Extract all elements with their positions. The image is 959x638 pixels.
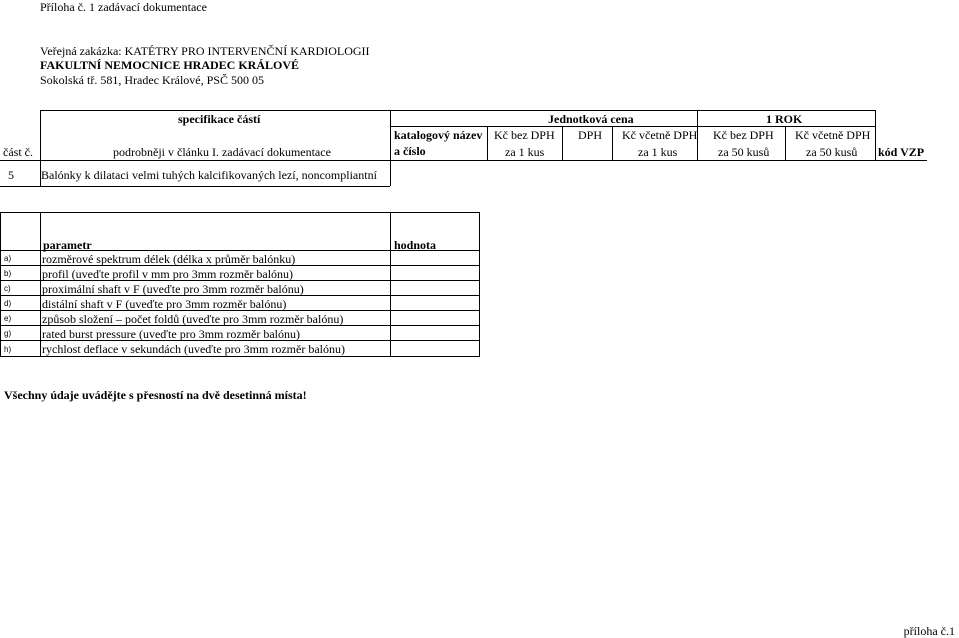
param-letter: e) (4, 314, 12, 323)
param-text: proximální shaft v F (uveďte pro 3mm rozměr balónu) (42, 282, 304, 296)
param-header: parametr (43, 238, 92, 252)
vat-header: DPH (578, 128, 603, 142)
param-text: rated burst pressure (uveďte pro 3mm rozměr balónu) (42, 327, 301, 341)
value-header: hodnota (394, 238, 437, 252)
row-number: 5 (8, 168, 14, 182)
param-text: způsob složení – počet foldů (uveďte pro 3mm rozměr balónu) (42, 312, 344, 326)
param-letter: h) (4, 345, 12, 354)
footer-label: příloha č.1 (903, 624, 955, 638)
param-letter: a) (4, 254, 12, 263)
param-letter: g) (4, 329, 12, 338)
year-excl-vat-header: Kč bez DPH (713, 128, 774, 142)
per-50-pieces-label: za 50 kusů (806, 145, 858, 159)
per-piece-label: za 1 kus (505, 145, 545, 159)
param-letter: b) (4, 269, 12, 278)
tender-title: Veřejná zakázka: KATÉTRY PRO INTERVENČNÍ KARDIOLOGII (40, 44, 370, 58)
year-incl-vat-header: Kč včetně DPH (795, 128, 871, 142)
price-excl-vat-header: Kč bez DPH (494, 128, 555, 142)
param-text: rozměrové spektrum délek (délka x průměr balónku) (42, 252, 296, 266)
unit-price-header: Jednotková cena (548, 112, 634, 126)
hospital-address: Sokolská tř. 581, Hradec Králové, PSČ 500 05 (40, 73, 264, 87)
price-incl-vat-header: Kč včetně DPH (622, 128, 698, 142)
param-text: distální shaft v F (uveďte pro 3mm rozměr balónu) (42, 297, 287, 311)
vzp-code-header: kód VZP (878, 145, 925, 159)
per-50-pieces-label: za 50 kusů (718, 145, 770, 159)
annex-title: Příloha č. 1 zadávací dokumentace (40, 0, 207, 14)
catalog-name-header: katalogový název (394, 128, 483, 142)
param-letter: c) (4, 284, 11, 293)
part-number-header: část č. (3, 145, 33, 159)
param-text: rychlost deflace v sekundách (uveďte pro 3mm rozměr balónu) (42, 342, 345, 356)
spec-parts-header: specifikace částí (178, 112, 261, 126)
precision-note: Všechny údaje uvádějte s přesností na dvě desetinná místa! (4, 388, 307, 402)
row-description: Balónky k dilataci velmi tuhých kalcifikovaných lezí, noncompliantní (41, 168, 377, 182)
param-letter: d) (4, 299, 12, 308)
details-header: podrobněji v článku I. zadávací dokumentace (113, 145, 331, 159)
hospital-name: FAKULTNÍ NEMOCNICE HRADEC KRÁLOVÉ (40, 58, 300, 72)
one-year-header: 1 ROK (766, 112, 803, 126)
param-text: profil (uveďte profil v mm pro 3mm rozměr balónu) (42, 267, 294, 281)
per-piece-label: za 1 kus (638, 145, 678, 159)
catalog-number-header: a číslo (394, 144, 426, 158)
